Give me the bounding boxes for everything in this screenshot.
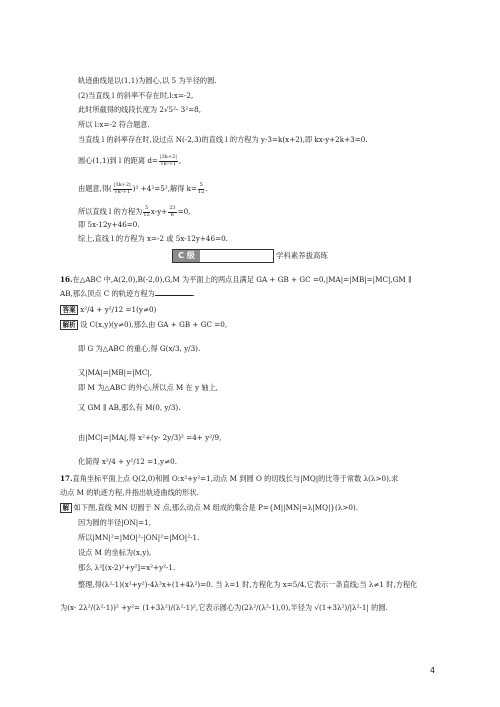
question-number: 16. [60, 275, 73, 284]
analysis-line: 整理,得(λ²-1)(x²+y²)-4λ²x+(1+4λ²)=0. 当 λ=1 时,方程化为 x=5/4,它表示一条直线;当 λ≠1 时,方程化 [78, 580, 418, 589]
solution-line: (2)当直线 l 的斜率不存在时,l:x=-2, [78, 91, 194, 100]
solution-line: 当直线 l 的斜率存在时,设过点 N(-2,3)的直线 l 的方程为 y-3=k(x+2),即 kx-y+2k+3=0. [78, 135, 368, 144]
answer-tag: 答案 [60, 305, 78, 315]
question-17-analysis: 解 如下图,直线 MN 切圆于 N 点,那么动点 M 组成的集合是 P={M||MN|=λ|MQ|}(λ>0). [60, 503, 358, 513]
analysis-tag: 解析 [60, 320, 78, 330]
analysis-line: 那么 λ²[(x-2)²+y²]=x²+y²-1. [78, 563, 176, 572]
question-17-stem: 17.直角坐标平面上点 Q(2,0)和圆 O:x²+y²=1,动点 M 到圆 O 的切线长与|MQ|的比等于常数 λ(λ>0),求 [60, 474, 399, 483]
analysis-line: 即 M 为△ABC 的外心,所以点 M 在 y 轴上, [78, 383, 219, 392]
solution-line: 综上,直线 l 的方程为 x=-2 或 5x-12y+46=0. [78, 234, 228, 243]
question-16-answer: 答案 x²/4 + y²/12 =1(y≠0) [60, 305, 156, 315]
analysis-line: 由|MC|=|MA|,得 x²+(y- 2y/3)² =4+ y²/9, [78, 433, 222, 442]
solution-line: 所以 l:x=-2 符合题意. [78, 120, 150, 129]
level-title: 学科素养拔高练 [276, 251, 328, 260]
question-16-stem-cont: AB,那么顶点 C 的轨迹方程为 . [60, 289, 195, 298]
analysis-line: 又 GM ∥ AB,那么有 M(0, y/3). [78, 403, 181, 412]
line-equation: 所以直线 l 的方程为 $\frac{5}{12}$ x-y+ $\frac{23}{6}$ =0, [78, 205, 191, 218]
solution-line: 此时所截得的线段长度为 2√5²- 3²=8, [78, 105, 202, 114]
analysis-tag: 解 [60, 503, 72, 513]
answer-blank [155, 289, 193, 296]
solution-line: 即 5x-12y+46=0. [78, 220, 140, 229]
question-17-stem-cont: 动点 M 的轨迹方程,并指出轨迹曲线的形状. [60, 488, 199, 497]
question-number: 17. [60, 474, 73, 483]
analysis-line: 即 G 为△ABC 的重心,得 G(x/3, y/3). [78, 344, 201, 353]
page-number: 4 [430, 666, 436, 675]
level-banner [172, 249, 274, 263]
analysis-line: 化简得 x²/4 + y²/12 =1,y≠0. [78, 457, 177, 466]
distance-formula-line: 圆心(1,1)到 l 的距离 d= $\frac{|3k+2|}{\text{√k²+1}}$ , [78, 154, 182, 167]
question-16-analysis: 解析 设 C(x,y)(y≠0),那么由 GA + GB + GC =0, [60, 320, 227, 330]
analysis-line: 所以|MN|²=|MO|²-|ON|²=|MO|²-1. [78, 533, 200, 542]
equation-line: 由题意,得( $\frac{|3k+2|}{\text{√k²+1}}$ )² +4²=5²,解得 k= $\frac{5}{12}$ . [78, 182, 208, 195]
analysis-line: 因为圆的半径|ON|=1, [78, 518, 152, 527]
solution-line: 轨迹曲线是以(1,1)为圆心,以 5 为半径的圆. [78, 76, 217, 85]
analysis-line: 设点 M 的坐标为(x,y), [78, 548, 152, 557]
question-16-stem: 16.在△ABC 中,A(2,0),B(-2,0),G,M 为平面上的两点且满足 GA + GB + GC =0,|MA|=|MB|=|MC|,GM ∥ [60, 275, 412, 284]
level-label: C 级 [173, 250, 200, 262]
analysis-line: 为(x- 2λ²/(λ²-1))² +y²= (1+3λ²)/(λ²-1)²,它表示圆心为(2λ²/(λ²-1),0),半径为 √(1+3λ²)/|λ²-1| 的圆. [60, 603, 388, 612]
analysis-line: 又|MA|=|MB|=|MC|, [78, 368, 153, 377]
